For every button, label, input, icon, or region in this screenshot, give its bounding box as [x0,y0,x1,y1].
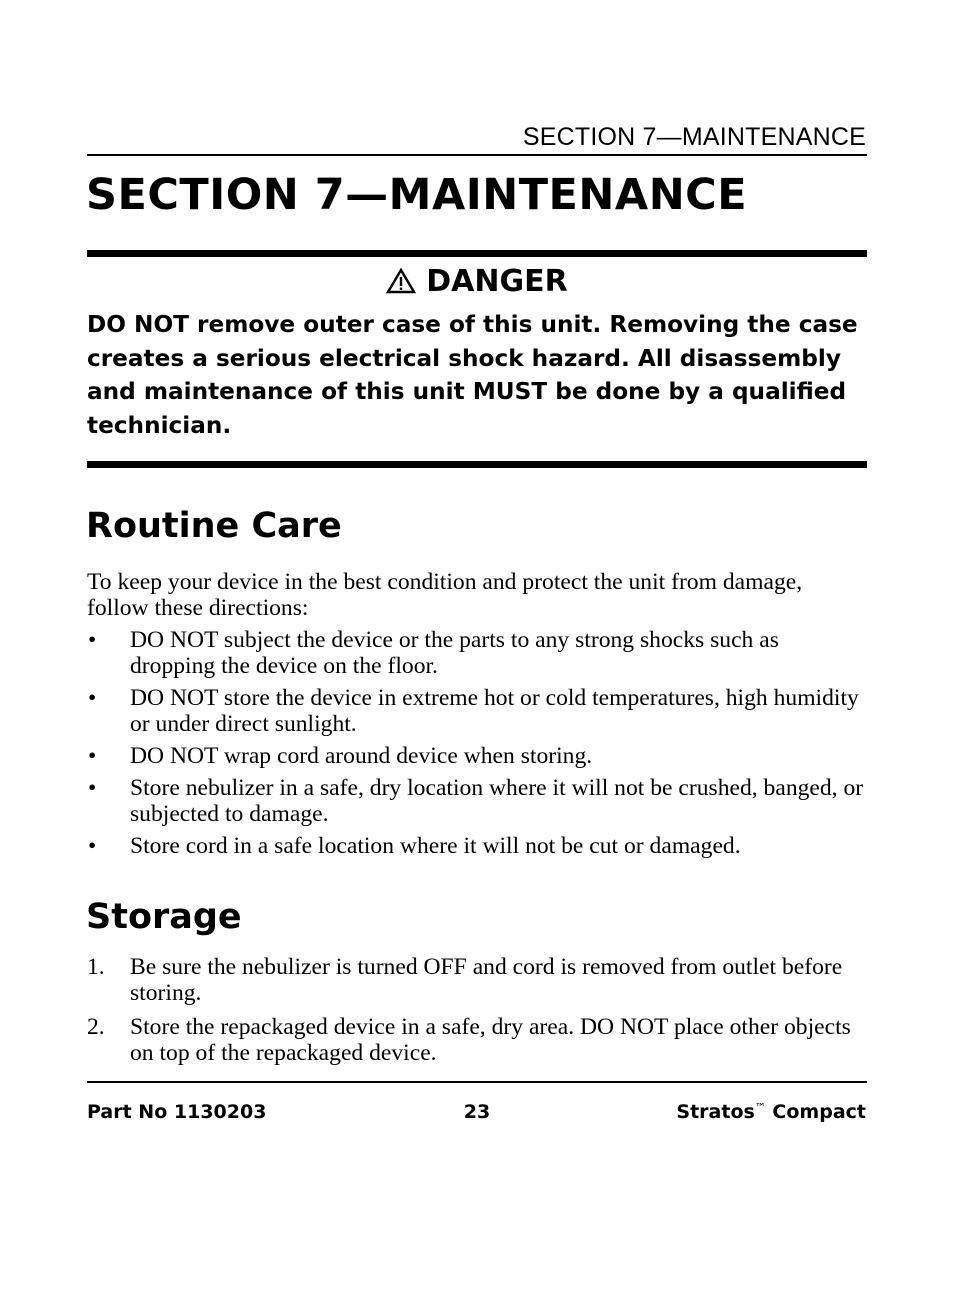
danger-heading [0,264,954,299]
routine-care-list [87,627,867,865]
footer-page-number: 23 [463,1101,491,1123]
footer-rule [87,1081,867,1083]
storage-heading: Storage [86,897,242,937]
list-item [87,775,867,827]
step-item [87,954,867,1006]
trademark-symbol: ™ [754,1101,766,1114]
step-number: 2. [87,1014,105,1040]
list-item-text: DO NOT wrap cord around device when storing. [130,743,593,769]
warning-triangle-icon [386,268,416,294]
danger-bottom-rule [87,461,867,468]
footer-part-number: Part No 1130203 [87,1101,267,1123]
product-suffix: Compact [765,1101,866,1123]
bullet-marker: • [88,775,97,801]
list-item [87,627,867,679]
danger-lead: DO NOT [87,311,189,338]
list-item-text: Store cord in a safe location where it will not be cut or damaged. [130,833,741,859]
list-item-text: DO NOT subject the device or the parts to any strong shocks such as dropping the device on the floor. [130,627,779,679]
bullet-marker: • [88,833,97,859]
list-item [87,743,867,769]
running-header: SECTION 7—MAINTENANCE [522,123,866,151]
step-item [87,1014,867,1066]
danger-top-rule [87,250,867,257]
storage-steps [87,954,867,1074]
routine-care-intro: To keep your device in the best condition and protect the unit from damage, follow these directions: [87,569,803,621]
bullet-marker: • [88,743,97,769]
step-text: Be sure the nebulizer is turned OFF and cord is removed from outlet before storing. [130,954,843,1006]
step-text: Store the repackaged device in a safe, dry area. DO NOT place other objects on top of the repackaged device. [130,1014,851,1066]
list-item-text: Store nebulizer in a safe, dry location where it will not be crushed, banged, or subjected to damage. [130,775,864,827]
section-title: SECTION 7—MAINTENANCE [86,170,748,220]
list-item [87,685,867,737]
bullet-marker: • [88,627,97,653]
danger-label: DANGER [426,264,568,299]
header-rule [87,154,867,156]
list-item [87,833,867,859]
bullet-marker: • [88,685,97,711]
product-name: Stratos [676,1101,755,1123]
footer-product-name [676,1101,866,1123]
routine-care-heading: Routine Care [86,506,342,546]
danger-body: remove outer case of this unit. Removing the case creates a serious electrical shock hazard. All disassembly and maintenance of this unit MUST be done by a qualified technician. [87,311,858,439]
list-item-text: DO NOT store the device in extreme hot or cold temperatures, high humidity or under direct sunlight. [130,685,859,737]
step-number: 1. [87,954,105,980]
danger-message [87,308,877,442]
